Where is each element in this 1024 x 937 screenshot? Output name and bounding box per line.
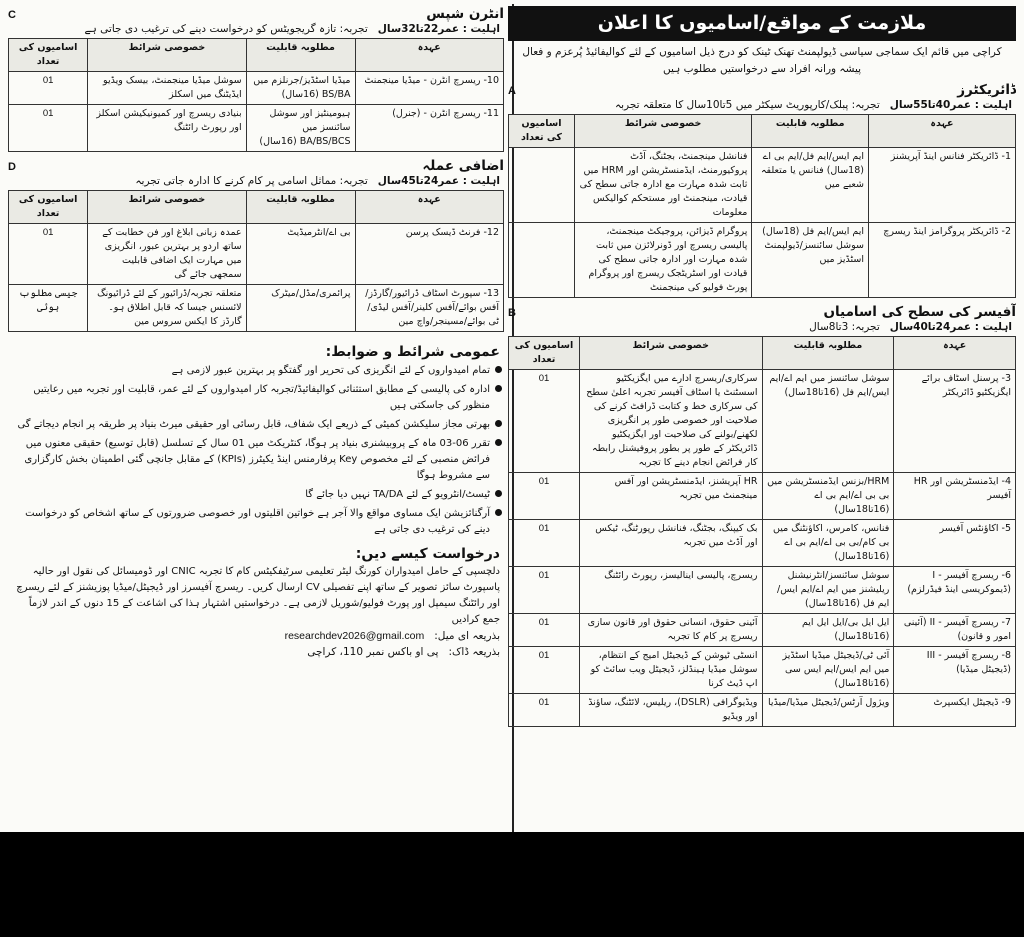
col-qualification: مطلوبہ قابلیت [752,115,869,148]
col-qualification: مطلوبہ قابلیت [246,39,355,72]
cell-post: 11- ریسرچ انٹرن - (جنرل) [355,105,504,152]
cell-qualification: بی اے/انٹرمیڈیٹ [246,224,355,285]
cell-post: 10- ریسرچ انٹرن - میڈیا مینجمنٹ [355,72,504,105]
col-qualification: مطلوبہ قابلیت [246,191,355,224]
col-special: خصوصی شرائط [88,191,246,224]
post-row [8,644,504,660]
cell-qualification: ایم ایس/ایم فل (18سال) سوشل سائنسز/ڈیولپمنٹ اسٹڈیز میں [752,223,869,298]
section-c-experience: تجربہ: تازہ گریجویٹس کو درخواست دینے کی ترغیب دی جاتی ہے [84,23,368,35]
cell-special: ویڈیوگرافی (DSLR)، ریلیس، لائٹنگ، ساؤنڈ اور ویڈیو [580,694,763,727]
rule-text: ٹیسٹ/انٹرویو کے لئے TA/DA نہیں دیا جائے گا [305,489,490,500]
table-row [9,224,504,285]
section-a-experience: تجربہ: پبلک/کارپوریٹ سیکٹر میں 5تا10سال کا متعلقہ تجربہ [614,99,880,111]
email-row [8,628,504,644]
cell-special: سوشل میڈیا مینجمنٹ، بیسک ویڈیو ایڈیٹنگ میں اسکلز [88,72,246,105]
rule-item [8,381,504,416]
section-b-header [508,304,1016,320]
email-label: بذریعہ ای میل: [434,630,500,642]
cell-qualification: سوشل سائنسز میں ایم اے/ایم ایس/ایم فل (16تا18سال) [762,370,894,473]
rule-item [8,416,504,435]
left-column [4,6,504,832]
cell-special: بک کیپنگ، بجٹنگ، فنانشل رپورٹنگ، ٹیکس اور آڈٹ میں تجربہ [580,520,763,567]
cell-qualification: ہیومینٹیز اور سوشل سائنسز میں BA/BS/BCS (16سال) [246,105,355,152]
cell-post: 3- پرسنل اسٹاف برائے ایگزیکٹیو ڈائریکٹر [894,370,1016,473]
cell-post: 8- ریسرچ آفیسر - III (ڈیجیٹل میڈیا) [894,647,1016,694]
rule-item [8,486,504,505]
section-a-eligibility [508,98,1016,114]
how-to-apply-title: درخواست کیسے دیں: [355,546,500,562]
table-row [509,370,1016,473]
cell-special: انسٹی ٹیوشن کے ڈیجیٹل امیج کے انتظام، سوشل میڈیا ہینڈلز، ڈیجیٹل ویب سائٹ کو اپ ڈیٹ کرنا [580,647,763,694]
section-c-table [8,38,504,152]
col-special: خصوصی شرائط [574,115,751,148]
bullet-icon [495,439,502,446]
cell-special: ریسرچ، پالیسی اینالیسز، رپورٹ رائٹنگ [580,567,763,614]
col-special: خصوصی شرائط [88,39,246,72]
table-row [509,223,1016,298]
cell-post: 13- سپورٹ اسٹاف ڈرائیور/گارڈز/آفس بوائے/آفس کلینر/آفس لیڈی/ٹی بوائے/مسینجر/واچ مین [355,285,504,332]
cell-count: 01 [509,370,580,473]
section-c-eligibility [8,22,504,38]
cell-qualification: میڈیا اسٹڈیز/جرنلزم میں BS/BA (16سال) [246,72,355,105]
black-margin [0,832,1024,937]
bullet-icon [495,385,502,392]
section-a-age: اہلیت : عمر40تا55سال [889,99,1012,111]
rule-text: ادارہ کی پالیسی کے مطابق استثنائی کوالیفائیڈ/تجربہ کار امیدواروں کے لئے عمر، قابلیت اور تجربہ میں رعایتیں منظور کی جاسکتی ہیں [33,384,490,411]
table-row [509,614,1016,647]
col-post: عہدہ [355,39,504,72]
cell-post: 2- ڈائریکٹر پروگرامز اینڈ ریسرچ [868,223,1015,298]
section-a-letter: A [508,85,516,97]
cell-qualification: ایل ایل بی/ایل ایل ایم (16تا18سال) [762,614,894,647]
cell-qualification: فنانس، کامرس، اکاؤنٹنگ میں بی کام/بی بی اے/ایم بی اے (16تا18سال) [762,520,894,567]
table-row [509,520,1016,567]
cell-count: 01 [9,105,88,152]
section-d-age: اہلیت : عمر24تا45سال [377,175,500,187]
cell-count: جیسی مطلوب ہوئی [9,285,88,332]
rule-text: تمام امیدواروں کے لئے انگریزی کی تحریر اور گفتگو پر بہترین عبور لازمی ہے [171,365,490,376]
rule-text: بھرتی مجاز سلیکشن کمیٹی کے ذریعے ایک شفاف، قابل رسائی اور حقیقی میرٹ بنیاد پر طریقہ پر انجام دیجاتے گی [17,419,490,430]
cell-post: 12- فرنٹ ڈیسک پرسن [355,224,504,285]
section-c-title: انٹرن شپس [426,6,504,22]
section-a-table [508,114,1016,298]
section-b-table [508,336,1016,727]
col-count: اسامیوں کی تعداد [9,39,88,72]
cell-special: HR آپریشنز، ایڈمنسٹریشن اور آفس مینجمنٹ میں تجربہ [580,473,763,520]
cell-qualification: پرائمری/مڈل/میٹرک [246,285,355,332]
table-row [9,105,504,152]
table-row [509,567,1016,614]
cell-count: 01 [509,567,580,614]
table-row [509,647,1016,694]
cell-special: فنانشل مینجمنٹ، بجٹنگ، آڈٹ پروکیورمنٹ، ایڈمنسٹریشن اور HRM میں ثابت شدہ مہارت مع ادارہ جاتی سطح کی قیادت، مینجمنٹ اور مستحکم کوالیکس معلومات [574,148,751,223]
cell-qualification: HRM/بزنس ایڈمنسٹریشن میں بی بی اے/ایم بی اے (16تا18سال) [762,473,894,520]
cell-qualification: ویژول آرٹس/ڈیجیٹل میڈیا/میڈیا [762,694,894,727]
section-d-letter: D [8,161,16,173]
cell-special: متعلقہ تجربہ/ڈرائیور کے لئے ڈرائیونگ لائسنس جیسا کہ قابل اطلاق ہو۔ گارڈز کا ایکس سروس مین [88,285,246,332]
col-post: عہدہ [355,191,504,224]
cell-special: پروگرام ڈیزائن، پروجیکٹ مینجمنٹ، پالیسی ریسرچ اور ڈونرلائزن میں ثابت شدہ مہارت اور ادارہ جاتی سطح کی قیادت اور اسٹریٹجک ریسرچ اور پروگرام پورٹ فولیو کی مینجمنٹ [574,223,751,298]
section-d-title: اضافی عملہ [422,158,504,174]
col-post: عہدہ [868,115,1015,148]
how-to-apply-text: دلچسپی کے حامل امیدواران کورنگ لیٹر تعلیمی سرٹیفکیٹس کام کا تجربہ CNIC اور ڈومیسائل کی نقول اور حالیہ پاسپورٹ سائز تصویر کے ساتھ اپنے تفصیلی CV ارسال کریں۔ ریسرچ آفیسرز اور ڈیجیٹل/میڈیا پوزیشنز کے لئے ریسرچ اور رائٹنگ سیمپل اور پورٹ فولیو/شوریل لازمی ہے۔ درخواستیں اشتہار ہذا کی اشاعت کے 15 دنوں کے اندر لازماً جمع کرادیں [16,566,500,625]
section-a-header [508,82,1016,98]
col-count: اسامیوں کی تعداد [509,115,575,148]
bullet-icon [495,366,502,373]
rule-item [8,505,504,540]
cell-count: 01 [509,614,580,647]
col-count: اسامیوں کی تعداد [9,191,88,224]
cell-count: 01 [9,72,88,105]
rule-text: تقرر 06-03 ماہ کے پروبیشنری بنیاد پر ہوگا، کنٹریکٹ میں 01 سال کے تسلسل (قابل توسیع) حقیقی معنوں میں فرائض منصبی کے لئے مخصوص Key پرفارمنس اینڈ یکیٹرز (KPIs) کے مقابل جانچی گئی اطمینان بخش کارگزاری سے مشروط ہوگا [24,438,490,481]
ad-banner-title: ملازمت کے مواقع/اسامیوں کا اعلان [508,6,1016,41]
cell-qualification: سوشل سائنسز/انٹرنیشنل ریلیشنز میں ایم اے/ایم ایس/ایم فل (16تا18سال) [762,567,894,614]
cell-qualification: ایم ایس/ایم فل/ایم بی اے (18سال) فنانس یا متعلقہ شعبے میں [752,148,869,223]
cell-count: 01 [509,647,580,694]
cell-special: آئینی حقوق، انسانی حقوق اور قانون سازی ریسرچ پر کام کا تجربہ [580,614,763,647]
col-special: خصوصی شرائط [580,337,763,370]
general-terms-list [8,362,504,540]
section-b-letter: B [508,307,516,319]
general-terms-title: عمومی شرائط و ضوابط: [325,344,500,360]
cell-count [509,223,575,298]
table-row [509,148,1016,223]
col-count: اسامیوں کی تعداد [509,337,580,370]
cell-post: 7- ریسرچ آفیسر - II (آئینی امور و قانون) [894,614,1016,647]
cell-special: بنیادی ریسرچ اور کمیونیکیشن اسکلز اور رپورٹ رائٹنگ [88,105,246,152]
section-c-age: اہلیت : عمر22تا32سال [377,23,500,35]
cell-qualification: آئی ٹی/ڈیجیٹل میڈیا اسٹڈیز میں ایم ایس/ایم ایس سی (16تا18سال) [762,647,894,694]
section-b-eligibility [508,320,1016,336]
section-d-experience: تجربہ: مماثل اسامی پر کام کرنے کا ادارہ جاتی تجربہ [135,175,368,187]
cell-post: 1- ڈائریکٹر فنانس اینڈ آپریشنز [868,148,1015,223]
cell-post: 9- ڈیجیٹل ایکسپرٹ [894,694,1016,727]
table-row [509,694,1016,727]
section-d-table [8,190,504,332]
rule-text: آرگنائزیشن ایک مساوی مواقع والا آجر ہے خواتین اقلیتوں اور خصوصی ضرورتوں کے ساتھ اشخاص کو درخواست دینے کی ترغیب دی جاتی ہے [25,508,490,535]
bullet-icon [495,509,502,516]
section-a-title: ڈائریکٹرز [957,82,1016,98]
post-label: بذریعہ ڈاک: [448,646,500,658]
section-c-header [8,6,504,22]
section-d-header [8,158,504,174]
cell-special: سرکاری/ریسرچ ادارے میں ایگزیکٹیو اسسٹنٹ یا اسٹاف آفیسر تجربہ اعلیٰ سطح کی سرکاری خط و کتابت ڈرافٹ کرنے کی صلاحیت اور خصوصی طور پر انگریزی لکھنے/بولنے کی صلاحیت اور ایگزیکٹیو ڈائریکٹر کے طور پر بطور پروفیشنل رابطہ کار فرائض انجام دینے کا تجربہ [580,370,763,473]
rule-item [8,435,504,486]
bullet-icon [495,420,502,427]
ad-intro: کراچی میں قائم ایک سماجی سیاسی ڈیولپمنٹ تھنک ٹینک کو درج ذیل اسامیوں کے لئے کوالیفائیڈ پُرعزم و فعال پیشہ ورانہ افراد سے درخواستیں مطلوب ہیں [522,46,1002,75]
col-qualification: مطلوبہ قابلیت [762,337,894,370]
cell-special: عمدہ زبانی ابلاغ اور فن خطابت کے ساتھ اردو پر بہترین عبور، انگریزی میں مہارت ایک اضافی قابلیت سمجھی جائے گی [88,224,246,285]
cell-count: 01 [509,520,580,567]
table-row [9,72,504,105]
email-address[interactable]: researchdev2026@gmail.com [284,630,425,642]
cell-count [509,148,575,223]
cell-count: 01 [509,473,580,520]
section-c-letter: C [8,9,16,21]
right-column [508,6,1016,832]
bullet-icon [495,490,502,497]
section-b-age: اہلیت : عمر24تا40سال [889,321,1012,333]
cell-post: 4- ایڈمنسٹریشن اور HR آفیسر [894,473,1016,520]
cell-post: 6- ریسرچ آفیسر - I (ڈیموکریسی اینڈ فیڈرلزم) [894,567,1016,614]
cell-post: 5- اکاؤنٹس آفیسر [894,520,1016,567]
cell-count: 01 [509,694,580,727]
table-row [9,285,504,332]
post-address: پی او باکس نمبر 110، کراچی [307,646,439,658]
table-row [509,473,1016,520]
col-post: عہدہ [894,337,1016,370]
cell-count: 01 [9,224,88,285]
section-b-title: آفیسر کی سطح کی اسامیاں [823,304,1016,320]
section-d-eligibility [8,174,504,190]
section-b-experience: تجربہ: 3تا8سال [809,321,880,333]
rule-item [8,362,504,381]
